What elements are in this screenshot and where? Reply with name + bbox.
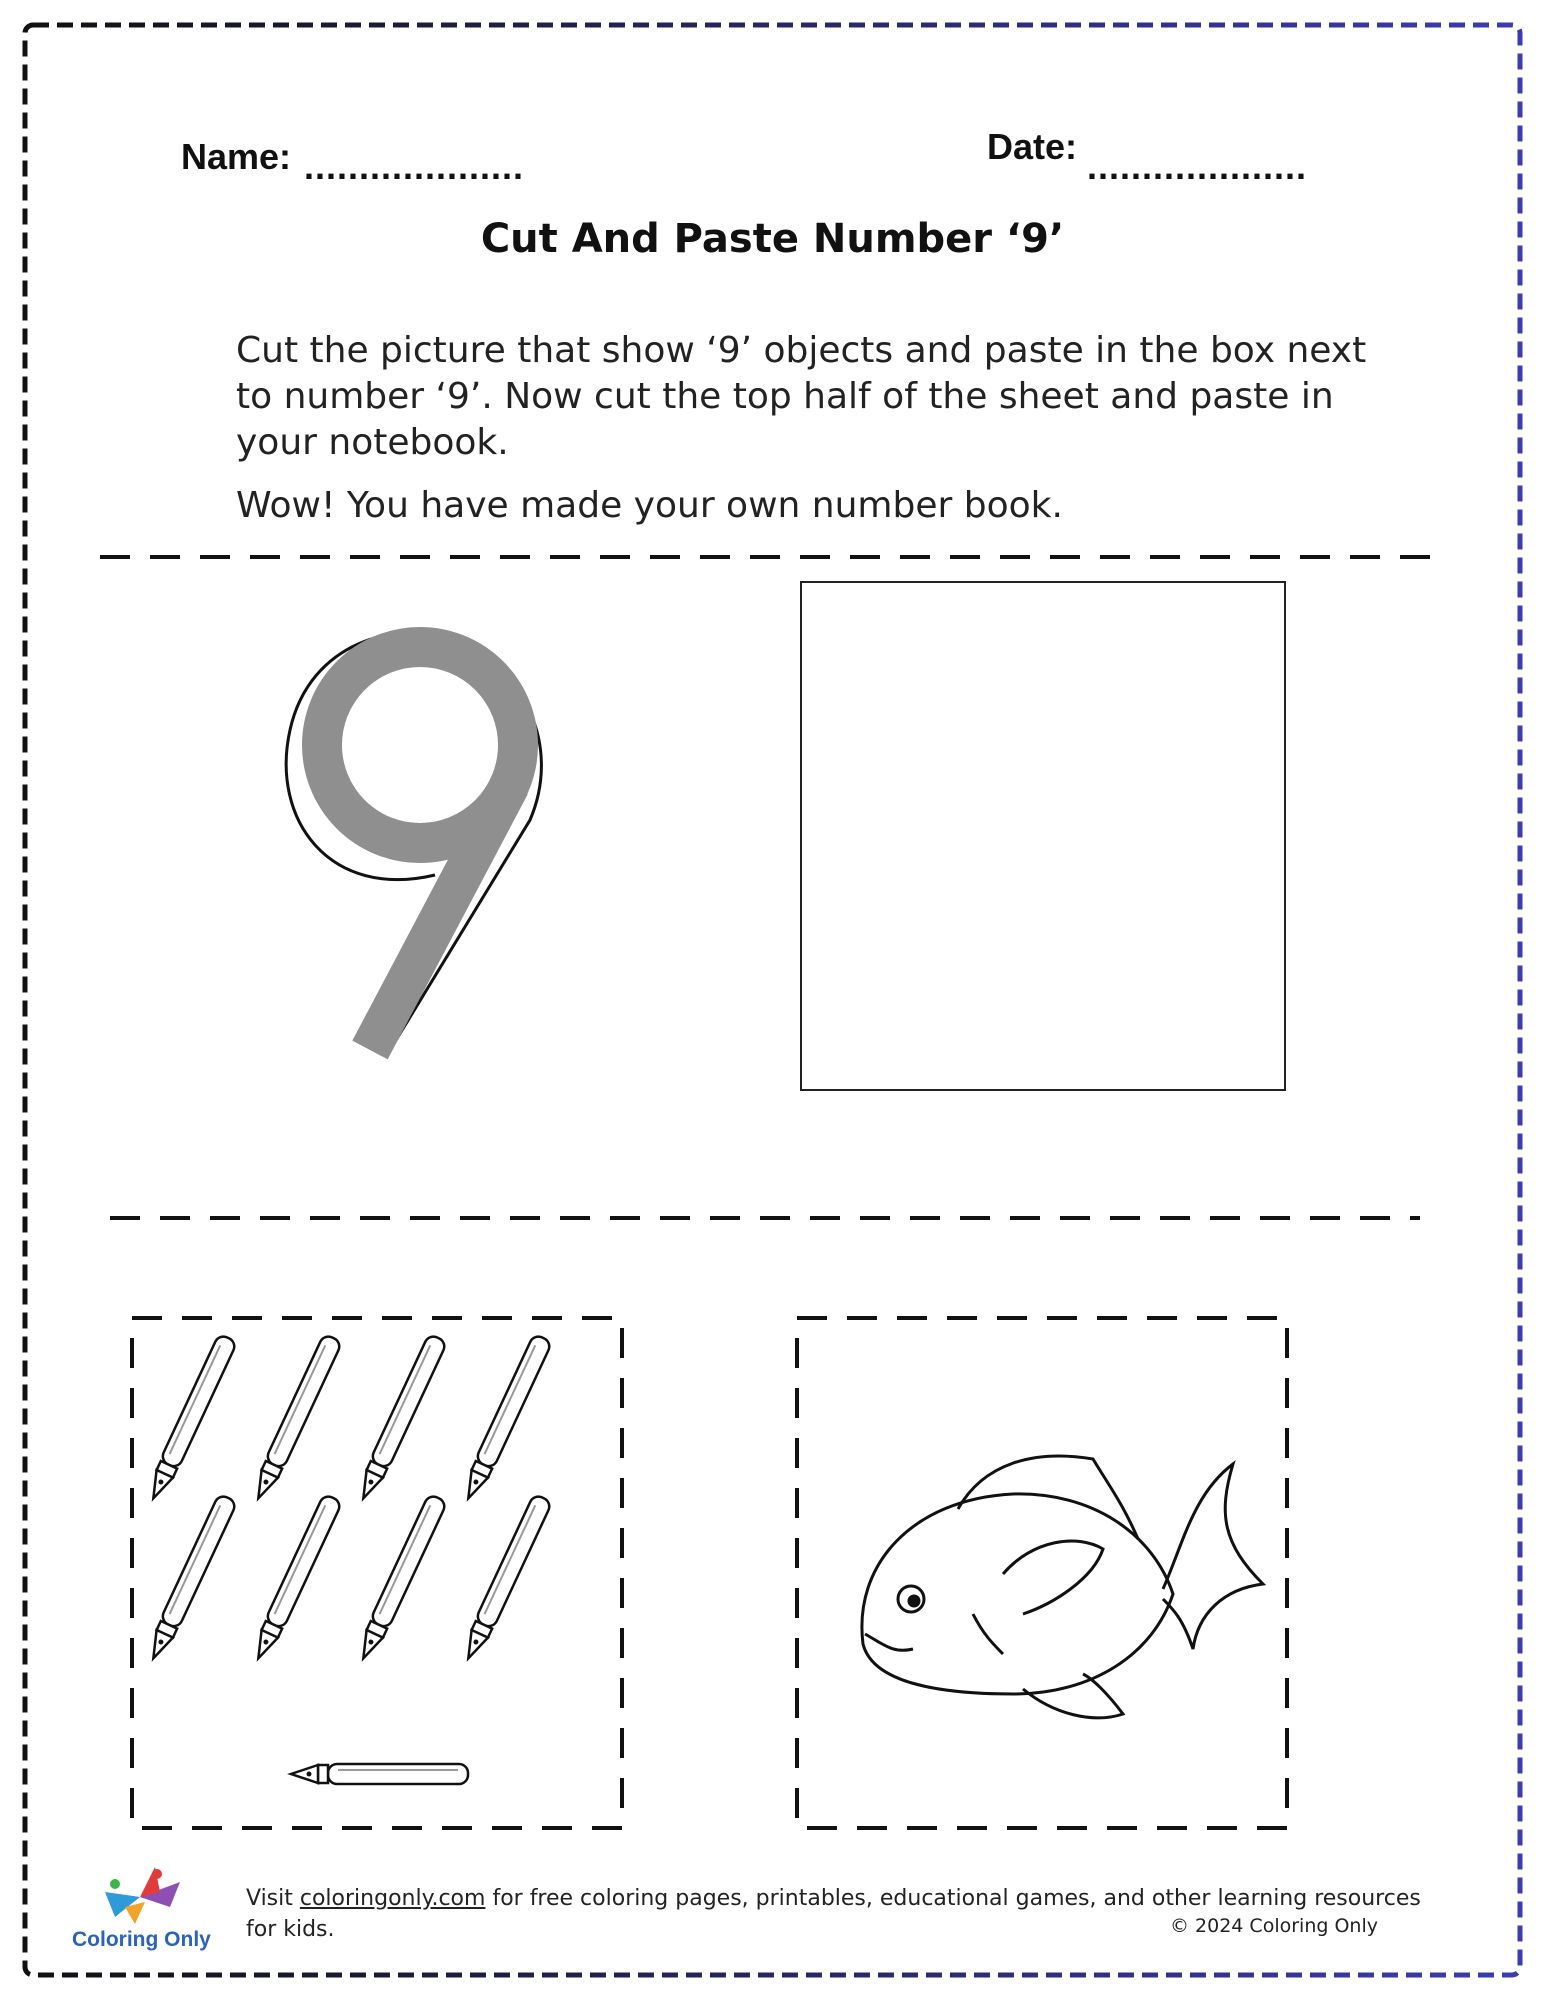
coloring-only-logo[interactable] (95, 1862, 195, 1932)
pen-icon (354, 1494, 447, 1663)
copyright: © 2024 Coloring Only (1170, 1915, 1378, 1937)
pen-icon (249, 1334, 342, 1503)
page-title: Cut And Paste Number ‘9’ (480, 216, 1065, 262)
pen-icon (459, 1334, 552, 1503)
name-line[interactable]: .................... (304, 146, 525, 187)
logo-dot-red (152, 1869, 162, 1879)
instruction-line-4: Wow! You have made your own number book. (236, 485, 1063, 526)
pen-icon (249, 1494, 342, 1663)
fish-pupil (909, 1596, 919, 1606)
pen-icon (291, 1764, 468, 1784)
paste-box[interactable] (800, 581, 1286, 1091)
name-label: Name: (181, 136, 292, 177)
pens-group (144, 1334, 552, 1784)
instruction-line-2: to number ‘9’. Now cut the top half of the sheet and paste in (236, 376, 1334, 417)
fish-drawing (862, 1456, 1263, 1718)
option-fish-card[interactable] (793, 1314, 1293, 1834)
logo-dot-green (110, 1879, 120, 1889)
number-nine-figure (270, 610, 570, 1060)
instruction-line-1: Cut the picture that show ‘9’ objects and paste in the box next (236, 330, 1367, 371)
footer-link[interactable]: coloringonly.com (299, 1886, 486, 1911)
pen-icon (144, 1494, 237, 1663)
date-line[interactable]: .................... (1087, 146, 1308, 187)
logo-text: Coloring Only (72, 1928, 211, 1951)
option-pens-card[interactable] (128, 1314, 628, 1834)
fish-tail (1163, 1464, 1263, 1649)
pen-icon (354, 1334, 447, 1503)
footer-rest: for free coloring pages, printables, educational games, and other learning resources for kids. (246, 1886, 1421, 1942)
instruction-line-3: your notebook. (236, 422, 509, 463)
fish-body (862, 1494, 1173, 1694)
footer-visit: Visit (246, 1886, 300, 1911)
date-label: Date: (987, 126, 1078, 167)
pen-icon (459, 1494, 552, 1663)
pen-icon (144, 1334, 237, 1503)
